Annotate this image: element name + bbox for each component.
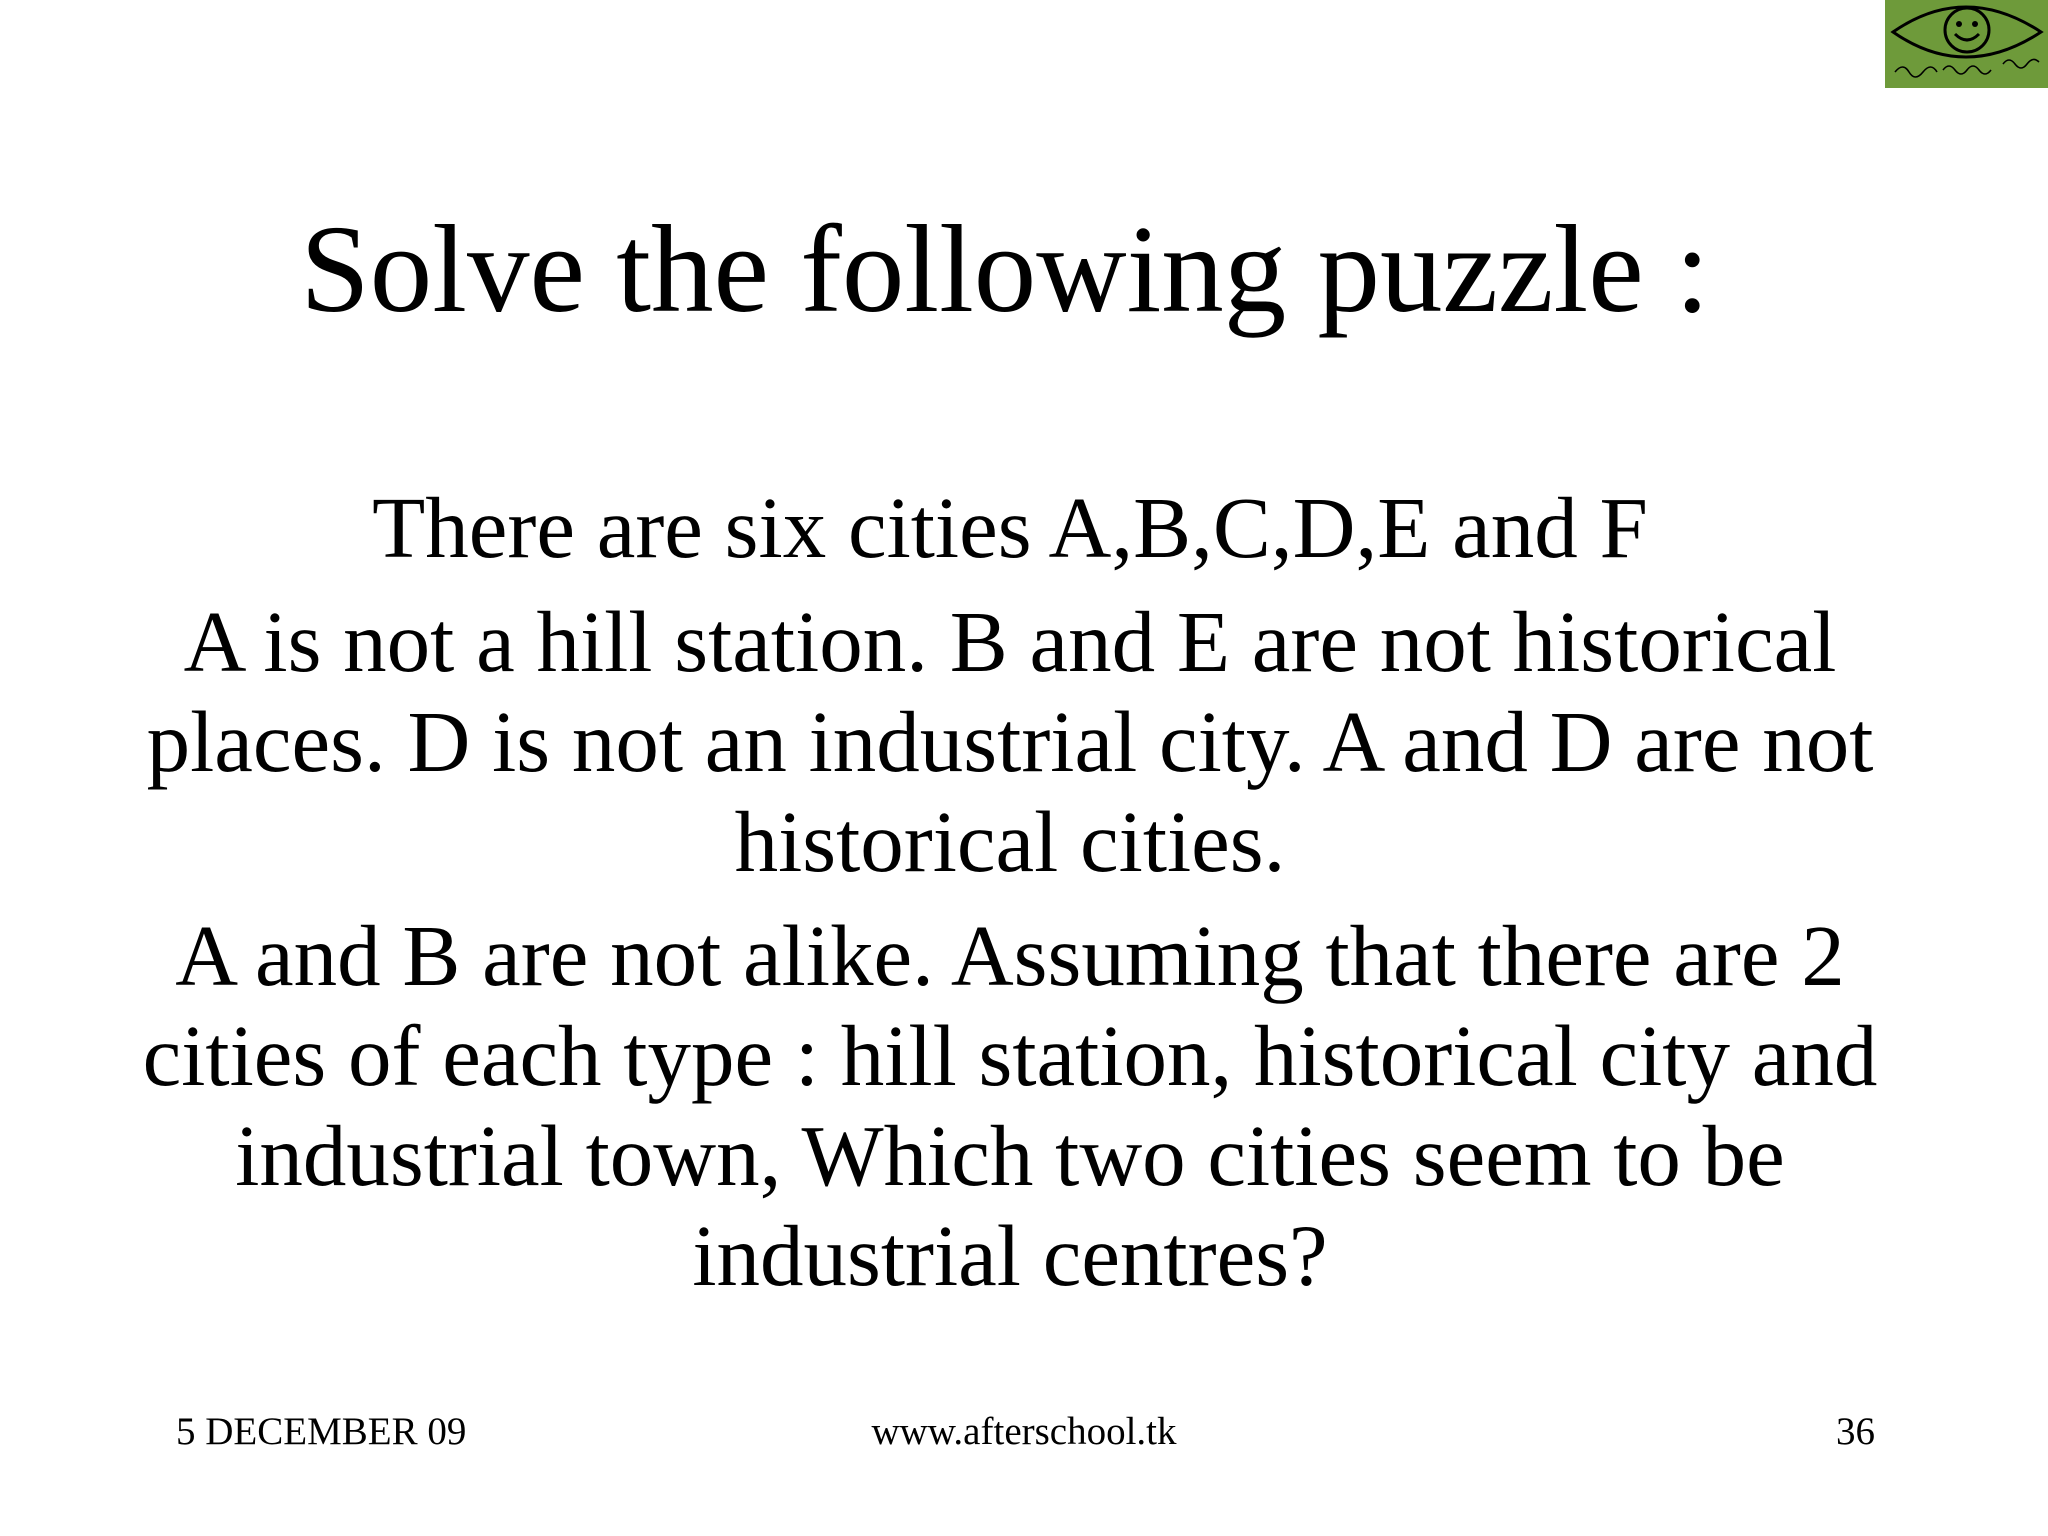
page-number: 36 [1836,1410,1875,1453]
puzzle-text [140,478,1880,1320]
paragraph-question: A and B are not alike. Assuming that there are 2 cities of each type : hill station, historical city and industrial town, Which two cities seem to be industrial centres? [142,907,1878,1304]
slide-title: Solve the following puzzle : [300,201,1710,339]
paragraph-clues: A is not a hill station. B and E are not historical places. D is not an industrial city. A and D are not historical cities. [146,593,1874,890]
paragraph-cities: There are six cities A,B,C,D,E and F [372,479,1648,576]
footer-url: www.afterschool.tk [871,1410,1177,1453]
logo [1885,0,2048,88]
footer-date: 5 DECEMBER 09 [176,1410,467,1453]
smiley-eye-logo-icon [1885,0,2048,88]
